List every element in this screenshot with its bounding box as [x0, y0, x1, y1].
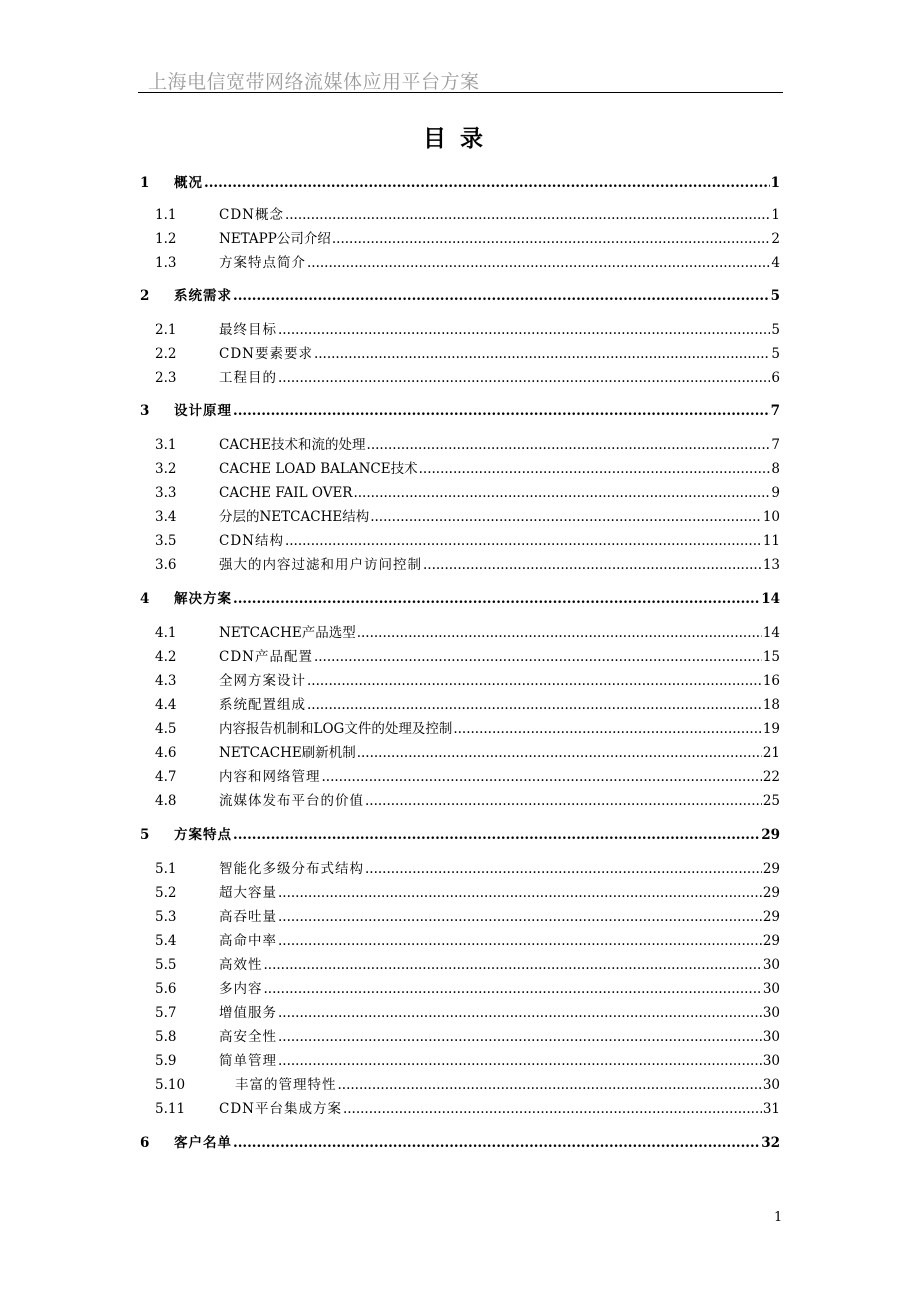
toc-entry-number: 5 [140, 827, 150, 843]
toc-section-entry[interactable] [140, 1048, 780, 1070]
toc-entry-page: 11 [762, 533, 780, 549]
toc-leader-dots [332, 231, 771, 248]
toc-entry-number: 1 [140, 175, 150, 191]
page-header [138, 64, 783, 93]
toc-section-entry[interactable] [140, 764, 780, 786]
toc-entry-page: 8 [771, 461, 780, 477]
toc-entry-number: 3.2 [155, 461, 177, 477]
toc-leader-dots [314, 346, 770, 363]
toc-chapter-entry[interactable] [140, 283, 780, 305]
toc-entry-page: 29 [762, 885, 780, 901]
toc-leader-dots [365, 861, 762, 878]
toc-entry-title: 方案特点 [174, 827, 232, 843]
toc-entry-title: 简单管理 [219, 1053, 277, 1069]
toc-section-entry[interactable] [140, 716, 780, 738]
toc-entry-page: 29 [761, 827, 780, 843]
toc-section-entry[interactable] [140, 880, 780, 902]
toc-entry-page: 30 [762, 957, 780, 973]
toc-entry-title: CDN结构 [219, 533, 284, 549]
toc-section-entry[interactable] [140, 456, 780, 478]
toc-entry-number: 5.7 [155, 1005, 177, 1021]
toc-entry-title: 内容和网络管理 [219, 769, 321, 785]
toc-leader-dots [233, 827, 760, 844]
toc-leader-dots [367, 437, 771, 454]
toc-leader-dots [278, 933, 762, 950]
toc-section-entry[interactable] [140, 202, 780, 224]
toc-entry-number: 1.1 [155, 207, 177, 223]
toc-chapter-entry[interactable] [140, 398, 780, 420]
toc-entry-number: 2.1 [155, 322, 177, 338]
toc-entry-title: 概况 [174, 175, 203, 191]
toc-leader-dots [419, 461, 771, 478]
toc-chapter-entry[interactable] [140, 1130, 780, 1152]
toc-entry-number: 3.6 [155, 557, 177, 573]
toc-leader-dots [278, 1005, 762, 1022]
toc-leader-dots [353, 485, 770, 502]
toc-entry-number: 1.3 [155, 255, 177, 271]
toc-entry-title: 高效性 [219, 957, 263, 973]
toc-entry-title: CACHE FAIL OVER [219, 485, 353, 501]
toc-entry-title: 方案特点简介 [219, 255, 306, 271]
toc-entry-page: 30 [762, 981, 780, 997]
toc-leader-dots [357, 625, 762, 642]
toc-entry-title: NETCACHE产品选型 [219, 625, 356, 641]
toc-leader-dots [365, 793, 762, 810]
toc-entry-number: 4 [140, 591, 150, 607]
toc-entry-number: 5.11 [155, 1101, 186, 1117]
toc-entry-title: NETCACHE刷新机制 [219, 745, 356, 761]
toc-entry-page: 30 [762, 1029, 780, 1045]
toc-leader-dots [233, 403, 770, 420]
toc-entry-number: 5.1 [155, 861, 177, 877]
toc-section-entry[interactable] [140, 928, 780, 950]
toc-chapter-entry[interactable] [140, 586, 780, 608]
toc-entry-number: 5.10 [155, 1077, 186, 1093]
toc-section-entry[interactable] [140, 1024, 780, 1046]
toc-entry-title: 设计原理 [174, 403, 232, 419]
toc-section-entry[interactable] [140, 480, 780, 502]
toc-entry-page: 1 [770, 175, 780, 191]
toc-leader-dots [285, 533, 762, 550]
toc-leader-dots [278, 322, 770, 339]
toc-section-entry[interactable] [140, 620, 780, 642]
toc-entry-page: 5 [771, 346, 780, 362]
toc-leader-dots [307, 697, 762, 714]
toc-entry-page: 30 [762, 1005, 780, 1021]
toc-section-entry[interactable] [140, 365, 780, 387]
toc-entry-number: 6 [140, 1135, 150, 1151]
toc-entry-number: 4.6 [155, 745, 177, 761]
toc-entry-number: 5.9 [155, 1053, 177, 1069]
toc-section-entry[interactable] [140, 250, 780, 272]
toc-entry-number: 3.1 [155, 437, 177, 453]
toc-entry-page: 2 [771, 231, 780, 247]
toc-entry-number: 4.1 [155, 625, 177, 641]
toc-entry-page: 5 [770, 288, 780, 304]
page-title: 目录 [423, 125, 497, 152]
toc-leader-dots [278, 1053, 762, 1070]
toc-entry-number: 4.3 [155, 673, 177, 689]
toc-entry-title: 高命中率 [219, 933, 277, 949]
toc-entry-number: 3.5 [155, 533, 177, 549]
toc-entry-page: 7 [771, 437, 780, 453]
toc-leader-dots [314, 649, 762, 666]
toc-entry-title: 解决方案 [174, 591, 232, 607]
toc-entry-page: 29 [762, 861, 780, 877]
toc-entry-title: 客户名单 [174, 1135, 232, 1151]
toc-entry-page: 6 [771, 370, 780, 386]
toc-entry-number: 2.2 [155, 346, 177, 362]
toc-entry-number: 2.3 [155, 370, 177, 386]
toc-section-entry[interactable] [140, 976, 780, 998]
toc-entry-title: 分层的NETCACHE结构 [219, 509, 370, 525]
toc-section-entry[interactable] [140, 432, 780, 454]
toc-leader-dots [278, 885, 762, 902]
toc-leader-dots [307, 255, 770, 272]
toc-entry-title: 超大容量 [219, 885, 277, 901]
toc-section-entry[interactable] [140, 504, 780, 526]
toc-entry-number: 5.3 [155, 909, 177, 925]
toc-leader-dots [343, 1101, 762, 1118]
toc-section-entry[interactable] [140, 1096, 780, 1118]
toc-leader-dots [264, 981, 762, 998]
toc-entry-title: 内容报告机制和LOG文件的处理及控制 [219, 721, 453, 737]
toc-entry-title: 增值服务 [219, 1005, 277, 1021]
toc-entry-number: 3.4 [155, 509, 177, 525]
toc-entry-title: 强大的内容过滤和用户访问控制 [219, 557, 422, 573]
toc-entry-title: CDN概念 [219, 207, 284, 223]
toc-entry-page: 14 [761, 591, 780, 607]
toc-entry-page: 4 [771, 255, 780, 271]
toc-entry-title: 高吞吐量 [219, 909, 277, 925]
toc-entry-number: 5.2 [155, 885, 177, 901]
header-title: 上海电信宽带网络流媒体应用平台方案 [148, 71, 480, 93]
toc-entry-page: 30 [762, 1053, 780, 1069]
toc-entry-page: 10 [762, 509, 780, 525]
toc-section-entry[interactable] [140, 856, 780, 878]
toc-leader-dots [278, 1029, 762, 1046]
toc-leader-dots [338, 1077, 762, 1094]
toc-leader-dots [370, 509, 762, 526]
toc-entry-number: 5.8 [155, 1029, 177, 1045]
toc-leader-dots [307, 673, 762, 690]
toc-chapter-entry[interactable] [140, 822, 780, 844]
toc-section-entry[interactable] [140, 692, 780, 714]
toc-entry-number: 3.3 [155, 485, 177, 501]
toc-entry-number: 5.6 [155, 981, 177, 997]
toc-leader-dots [233, 591, 760, 608]
toc-entry-number: 2 [140, 288, 150, 304]
toc-entry-number: 4.2 [155, 649, 177, 665]
toc-entry-number: 5.4 [155, 933, 177, 949]
toc-entry-title: 全网方案设计 [219, 673, 306, 689]
toc-entry-title: 高安全性 [219, 1029, 277, 1045]
toc-section-entry[interactable] [140, 904, 780, 926]
toc-leader-dots [233, 1135, 760, 1152]
toc-entry-title: 流媒体发布平台的价值 [219, 793, 364, 809]
toc-section-entry[interactable] [140, 1000, 780, 1022]
toc-entry-title: 多内容 [219, 981, 263, 997]
toc-entry-page: 32 [761, 1135, 780, 1151]
toc-entry-page: 5 [771, 322, 780, 338]
toc-entry-page: 13 [762, 557, 780, 573]
toc-chapter-entry[interactable] [140, 170, 780, 192]
toc-leader-dots [453, 721, 761, 738]
toc-entry-title: 最终目标 [219, 322, 277, 338]
toc-leader-dots [322, 769, 762, 786]
toc-entry-page: 31 [762, 1101, 780, 1117]
toc-entry-page: 9 [771, 485, 780, 501]
page-number: 1 [774, 1210, 783, 1225]
toc-entry-number: 4.4 [155, 697, 177, 713]
toc-entry-title: 系统需求 [174, 288, 232, 304]
toc-section-entry[interactable] [140, 226, 780, 248]
toc-entry-page: 15 [762, 649, 780, 665]
toc-entry-title: CACHE技术和流的处理 [219, 437, 366, 453]
toc-entry-number: 4.8 [155, 793, 177, 809]
toc-entry-page: 25 [762, 793, 780, 809]
toc-entry-page: 21 [762, 745, 780, 761]
toc-entry-page: 1 [771, 207, 780, 223]
toc-leader-dots [357, 745, 762, 762]
toc-entry-number: 4.7 [155, 769, 177, 785]
toc-entry-title: 系统配置组成 [219, 697, 306, 713]
toc-section-entry[interactable] [140, 1072, 780, 1094]
toc-entry-page: 14 [762, 625, 780, 641]
toc-entry-page: 29 [762, 909, 780, 925]
toc-entry-title: CDN平台集成方案 [219, 1101, 342, 1117]
toc-leader-dots [278, 370, 770, 387]
toc-entry-title: CDN产品配置 [219, 649, 313, 665]
toc-leader-dots [285, 207, 770, 224]
toc-section-entry[interactable] [140, 552, 780, 574]
toc-section-entry[interactable] [140, 952, 780, 974]
toc-entry-page: 16 [762, 673, 780, 689]
toc-entry-number: 1.2 [155, 231, 177, 247]
toc-entry-number: 4.5 [155, 721, 177, 737]
toc-entry-title: 智能化多级分布式结构 [219, 861, 364, 877]
toc-section-entry[interactable] [140, 644, 780, 666]
toc-entry-title: CACHE LOAD BALANCE技术 [219, 461, 418, 477]
toc-section-entry[interactable] [140, 668, 780, 690]
toc-entry-title: 丰富的管理特性 [235, 1077, 337, 1093]
toc-entry-page: 22 [762, 769, 780, 785]
toc-entry-title: CDN要素要求 [219, 346, 313, 362]
toc-entry-number: 5.5 [155, 957, 177, 973]
toc-leader-dots [204, 175, 770, 192]
toc-entry-page: 29 [762, 933, 780, 949]
toc-leader-dots [233, 288, 770, 305]
toc-section-entry[interactable] [140, 528, 780, 550]
toc-entry-title: NETAPP公司介绍 [219, 231, 331, 247]
toc-section-entry[interactable] [140, 788, 780, 810]
toc-leader-dots [278, 909, 762, 926]
toc-entry-page: 30 [762, 1077, 780, 1093]
toc-entry-page: 7 [770, 403, 780, 419]
toc-entry-title: 工程目的 [219, 370, 277, 386]
toc-leader-dots [264, 957, 762, 974]
toc-entry-page: 18 [762, 697, 780, 713]
toc-section-entry[interactable] [140, 740, 780, 762]
toc-entry-number: 3 [140, 403, 150, 419]
toc-leader-dots [423, 557, 762, 574]
toc-entry-page: 19 [762, 721, 780, 737]
toc-section-entry[interactable] [140, 317, 780, 339]
toc-section-entry[interactable] [140, 341, 780, 363]
